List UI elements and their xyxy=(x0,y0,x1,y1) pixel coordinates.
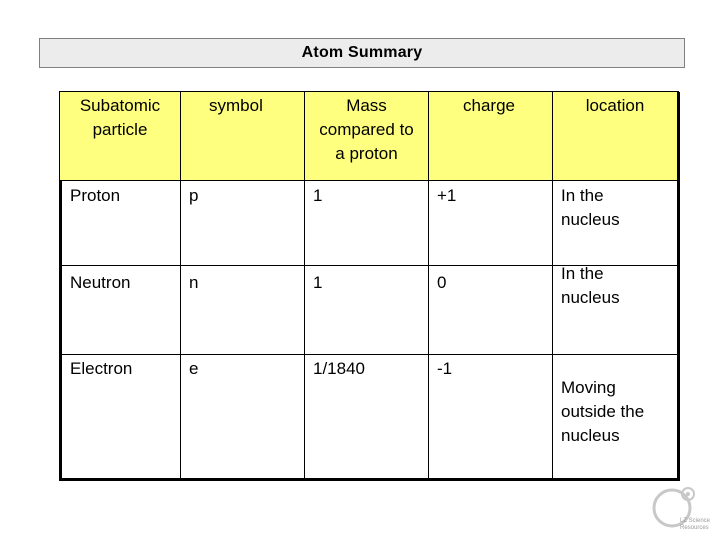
location-line: In the xyxy=(561,186,604,205)
header-line: Subatomic xyxy=(79,96,161,115)
header-subatomic-particle xyxy=(60,92,181,181)
header-location xyxy=(553,92,680,181)
table-row-proton-mass xyxy=(305,181,429,266)
header-mass xyxy=(305,92,429,181)
header-line: Mass xyxy=(346,96,387,115)
table-row-neutron-charge xyxy=(429,266,553,355)
particle-name: Proton xyxy=(70,186,121,205)
table-row-neutron-symbol xyxy=(181,266,305,355)
particle-mass: 1 xyxy=(313,273,323,292)
particle-symbol: e xyxy=(189,359,199,378)
particle-mass: 1 xyxy=(313,186,323,205)
table-row-proton-particle xyxy=(59,181,181,266)
header-line: compared to xyxy=(319,120,414,139)
logo-text-line: LZ Science xyxy=(680,518,711,524)
particle-symbol: p xyxy=(189,186,199,205)
table-row-electron-particle xyxy=(59,355,181,481)
particle-name: Neutron xyxy=(70,273,131,292)
particle-mass: 1/1840 xyxy=(313,359,365,378)
header-line: particle xyxy=(92,120,148,139)
table-row-neutron-particle xyxy=(59,266,181,355)
particle-charge: +1 xyxy=(437,186,457,205)
location-line: In the xyxy=(561,264,604,283)
location-line: nucleus xyxy=(561,288,620,307)
header-line: charge xyxy=(463,96,515,115)
location-line: nucleus xyxy=(561,210,620,229)
table-row-neutron-mass xyxy=(305,266,429,355)
particle-charge: 0 xyxy=(437,273,447,292)
location-line: nucleus xyxy=(561,426,620,445)
table-row-proton-charge xyxy=(429,181,553,266)
header-symbol xyxy=(181,92,305,181)
header-line: a proton xyxy=(335,144,398,163)
header-charge xyxy=(429,92,553,181)
table-row-electron-location xyxy=(553,355,680,481)
particle-charge: -1 xyxy=(437,359,453,378)
table-row-proton-symbol xyxy=(181,181,305,266)
table-row-electron-mass xyxy=(305,355,429,481)
header-line: location xyxy=(585,96,645,115)
particle-name: Electron xyxy=(70,359,133,378)
particle-symbol: n xyxy=(189,273,199,292)
table-row-electron-charge xyxy=(429,355,553,481)
table-row-proton-location xyxy=(553,181,680,266)
table-row-electron-symbol xyxy=(181,355,305,481)
atom-summary-table xyxy=(59,91,679,480)
logo-text xyxy=(680,518,710,532)
table-title: Atom Summary xyxy=(39,38,685,68)
header-line: symbol xyxy=(209,96,263,115)
logo-text-line: Resources xyxy=(680,525,709,531)
location-line: outside the xyxy=(561,402,645,421)
table-row-neutron-location xyxy=(553,266,680,355)
location-line: Moving xyxy=(561,378,616,397)
